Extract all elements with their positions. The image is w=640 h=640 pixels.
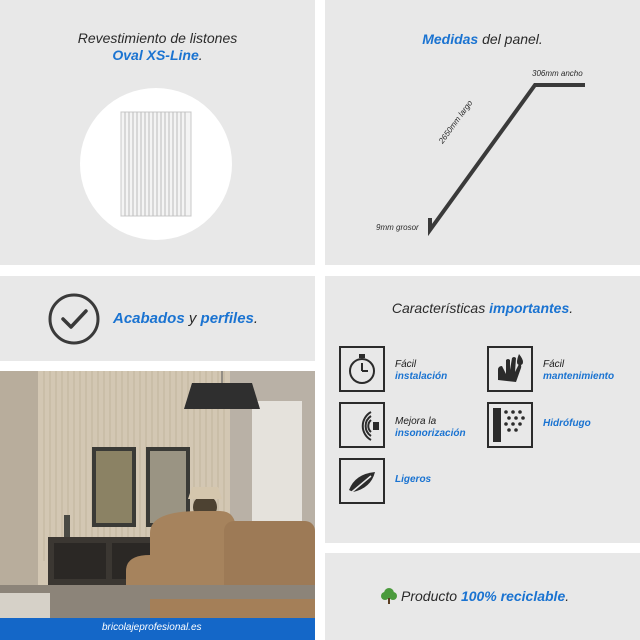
feather-icon [339, 458, 385, 504]
features-title: Características importantes. [391, 300, 574, 316]
features-panel [325, 276, 640, 543]
hand-drop-icon [487, 346, 533, 392]
width-label: 306mm ancho [532, 69, 583, 78]
measures-title: Medidas del panel. [422, 31, 543, 47]
measures-panel [325, 0, 640, 265]
brand-link[interactable]: bricolajeprofesional.es [102, 622, 202, 633]
product-title: Revestimiento de listones Oval XS-Line. [0, 30, 315, 64]
recycle-panel [325, 553, 640, 640]
feature-easy-maintenance: Fácil mantenimiento [543, 359, 615, 382]
slat-panel-image [80, 88, 232, 240]
product-image-circle [80, 88, 232, 240]
feature-waterproof: Hidrófugo [543, 418, 591, 429]
recycle-text: Producto 100% reciclable. [401, 588, 570, 604]
panel-dimensions-diagram [325, 0, 640, 265]
living-room-image [0, 371, 315, 640]
product-name: Oval XS-Line [112, 47, 199, 63]
feature-lightweight: Ligeros [395, 474, 432, 485]
footer-bar [0, 618, 315, 640]
water-drops-icon [487, 402, 533, 448]
tree-icon [381, 587, 397, 605]
finishes-panel [0, 276, 315, 361]
product-panel [0, 0, 315, 265]
feature-soundproofing: Mejora la insonorización [395, 416, 466, 439]
product-title-line1: Revestimiento de listones [77, 30, 238, 46]
check-circle-icon [47, 292, 101, 346]
sound-waves-icon [339, 402, 385, 448]
stopwatch-icon [339, 346, 385, 392]
feature-easy-install: Fácil instalación [395, 359, 448, 382]
finishes-text: Acabados y perfiles. [113, 310, 259, 327]
length-label: 2650mm largo [437, 98, 475, 146]
room-photo [0, 371, 315, 640]
thickness-label: 9mm grosor [376, 223, 419, 232]
